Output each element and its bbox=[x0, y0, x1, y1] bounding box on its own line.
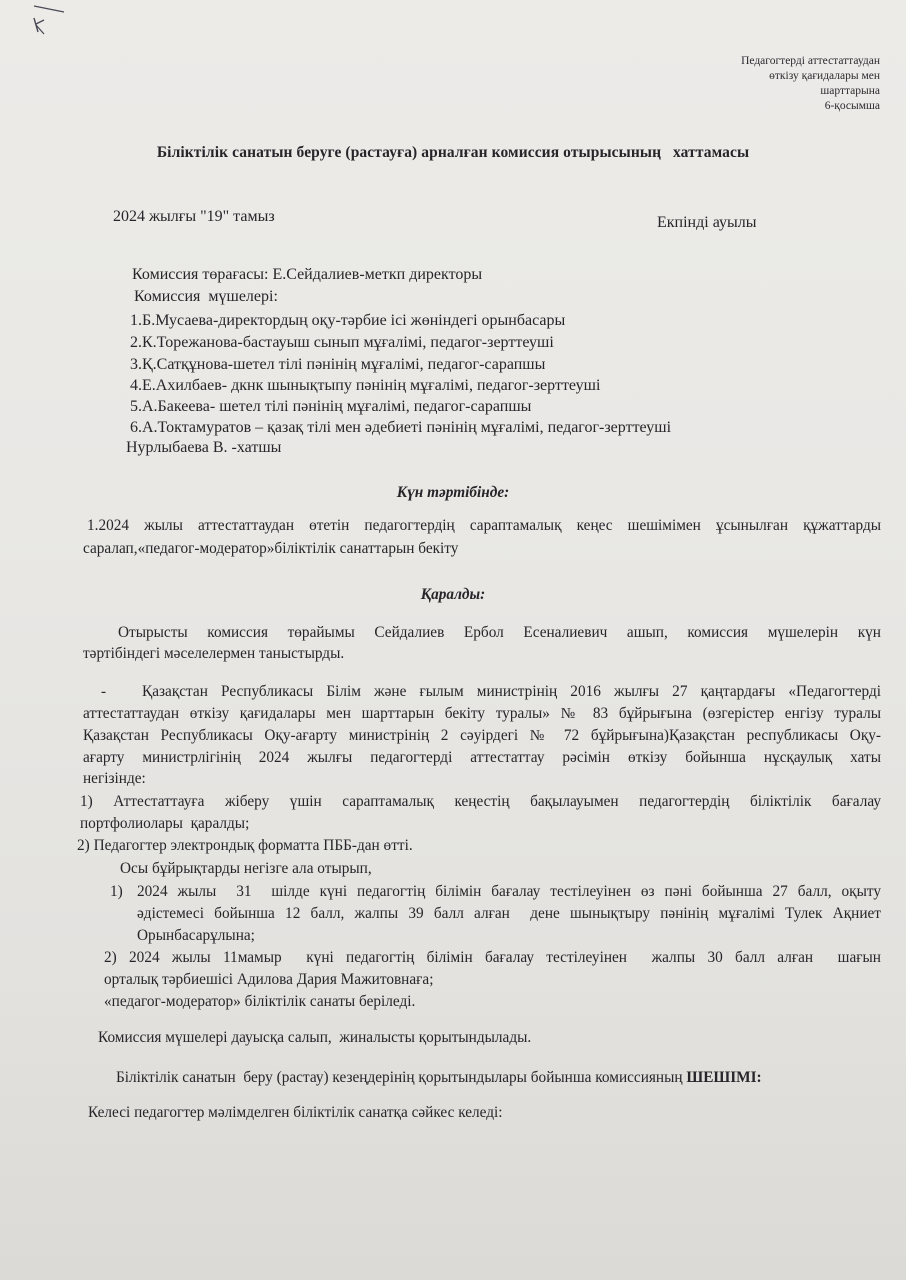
document-title: Біліктілік санатын беруге (растауға) арналған комиссия отырысының хаттамасы bbox=[156, 144, 750, 161]
orders-intro: Осы бұйрықтарды негізге ала отырып, bbox=[120, 860, 372, 877]
opening-line: тәртібіндегі мәселелермен таныстырды. bbox=[83, 645, 345, 662]
basis-line: Қазақстан Республикасы Білім және ғылым министрінің 2016 жылғы 27 қаңтардағы «Педагогтерді bbox=[142, 683, 881, 700]
point-line: 1) Аттестаттауға жіберу үшін сараптамалық кеңестің бақылауымен педагогтердің біліктілік бағалау bbox=[80, 793, 881, 810]
point-line: 2) Педагогтер электрондық форматта ПББ-дан өтті. bbox=[77, 837, 413, 854]
meeting-place: Екпінді ауылы bbox=[657, 214, 757, 231]
appendix-note-line: Педагогтерді аттестаттаудан bbox=[741, 55, 880, 67]
decision-word: ШЕШІМІ: bbox=[686, 1069, 762, 1086]
members-label: Комиссия мүшелері: bbox=[134, 288, 278, 305]
basis-line: аттестаттаудан өткізу қағидалары мен шарттарын бекіту туралы» № 83 бұйрығына (өзгерістер енгізу туралы bbox=[83, 705, 881, 722]
agenda-line: саралап,«педагог-модератор»біліктілік санаттарын бекіту bbox=[83, 540, 459, 557]
commission-chair: Комиссия төрағасы: Е.Сейдалиев-меткп директоры bbox=[132, 266, 483, 283]
commission-secretary: Нурлыбаева В. -хатшы bbox=[126, 439, 282, 456]
basis-line: ағарту министрлігінің 2024 жылғы педагогтерді аттестаттау рәсімін өткізу бойынша нұсқаулық хаты bbox=[83, 749, 881, 766]
decision-line: 2024 жылы 31 шілде күні педагогтің білімін бағалау тестілеуінен өз пәні бойынша 27 балл, оқыту bbox=[137, 883, 881, 900]
agenda-line: 1.2024 жылы аттестаттаудан өтетін педагогтердің сараптамалық кеңес шешімімен ұсынылған құжаттарды bbox=[87, 517, 881, 534]
appendix-note-line: шарттарына bbox=[820, 85, 880, 97]
appendix-note bbox=[741, 54, 880, 114]
decision-line: орталық тәрбиешісі Адилова Дария Мажитовнаға; bbox=[104, 971, 434, 988]
basis-line: негізінде: bbox=[83, 770, 146, 787]
opening-line: Отырысты комиссия төрайымы Сейдалиев Ербол Есеналиевич ашып, комиссия мүшелерін күн bbox=[118, 624, 881, 641]
considered-heading: Қаралды: bbox=[420, 586, 486, 603]
decision-prefix: Біліктілік санатын беру (растау) кезеңдерінің қорытындылары бойынша комиссияның bbox=[116, 1069, 687, 1086]
appendix-note-line: 6-қосымша bbox=[824, 100, 880, 112]
category-assigned: «педагог-модератор» біліктілік санаты беріледі. bbox=[104, 993, 416, 1010]
decision-number: 1) bbox=[110, 883, 123, 900]
member-item: 3.Қ.Сатқұнова-шетел тілі пәнінің мұғалімі, педагог-сарапшы bbox=[130, 356, 546, 373]
member-item: 4.Е.Ахилбаев- дкнк шынықтыпу пәнінің мұғалімі, педагог-зерттеуші bbox=[130, 377, 601, 394]
decision-line: әдістемесі бойынша 12 балл, жалпы 39 балл алған дене шынықтыру пәнінің мұғалімі Тулек Ақниет bbox=[137, 905, 881, 922]
basis-dash: - bbox=[101, 683, 107, 700]
handwritten-mark-icon bbox=[24, 0, 74, 40]
member-item: 2.К.Торежанова-бастауыш сынып мұғалімі, педагог-зерттеуші bbox=[130, 334, 554, 351]
decision-line: 2) 2024 жылы 11мамыр күні педагогтің білімін бағалау тестілеуінен жалпы 30 балл алған шағын bbox=[104, 949, 881, 966]
appendix-note-line: өткізу қағидалары мен bbox=[769, 70, 880, 82]
member-item: 1.Б.Мусаева-директордың оқу-тәрбие ісі жөніндегі орынбасары bbox=[130, 312, 566, 329]
vote-line: Комиссия мүшелері дауысқа салып, жиналысты қорытындылады. bbox=[98, 1029, 532, 1046]
decision-statement bbox=[116, 1069, 762, 1087]
agenda-heading: Күн тәртібінде: bbox=[396, 484, 510, 501]
member-item: 6.А.Токтамуратов – қазақ тілі мен әдебиеті пәнінің мұғалімі, педагог-зерттеуші bbox=[130, 419, 672, 436]
basis-line: Қазақстан Республикасы Оқу-ағарту министрінің 2 сәуірдегі № 72 бұйрығына)Қазақстан республикасы Оқу- bbox=[83, 727, 881, 744]
decision-line: Орынбасарұлына; bbox=[137, 927, 255, 944]
point-line: портфолиолары қаралды; bbox=[80, 815, 250, 832]
member-item: 5.А.Бакеева- шетел тілі пәнінің мұғалімі, педагог-сарапшы bbox=[130, 398, 532, 415]
final-line: Келесі педагогтер мәлімделген біліктілік санатқа сәйкес келеді: bbox=[88, 1104, 503, 1121]
meeting-date: 2024 жылғы "19" тамыз bbox=[113, 208, 275, 225]
